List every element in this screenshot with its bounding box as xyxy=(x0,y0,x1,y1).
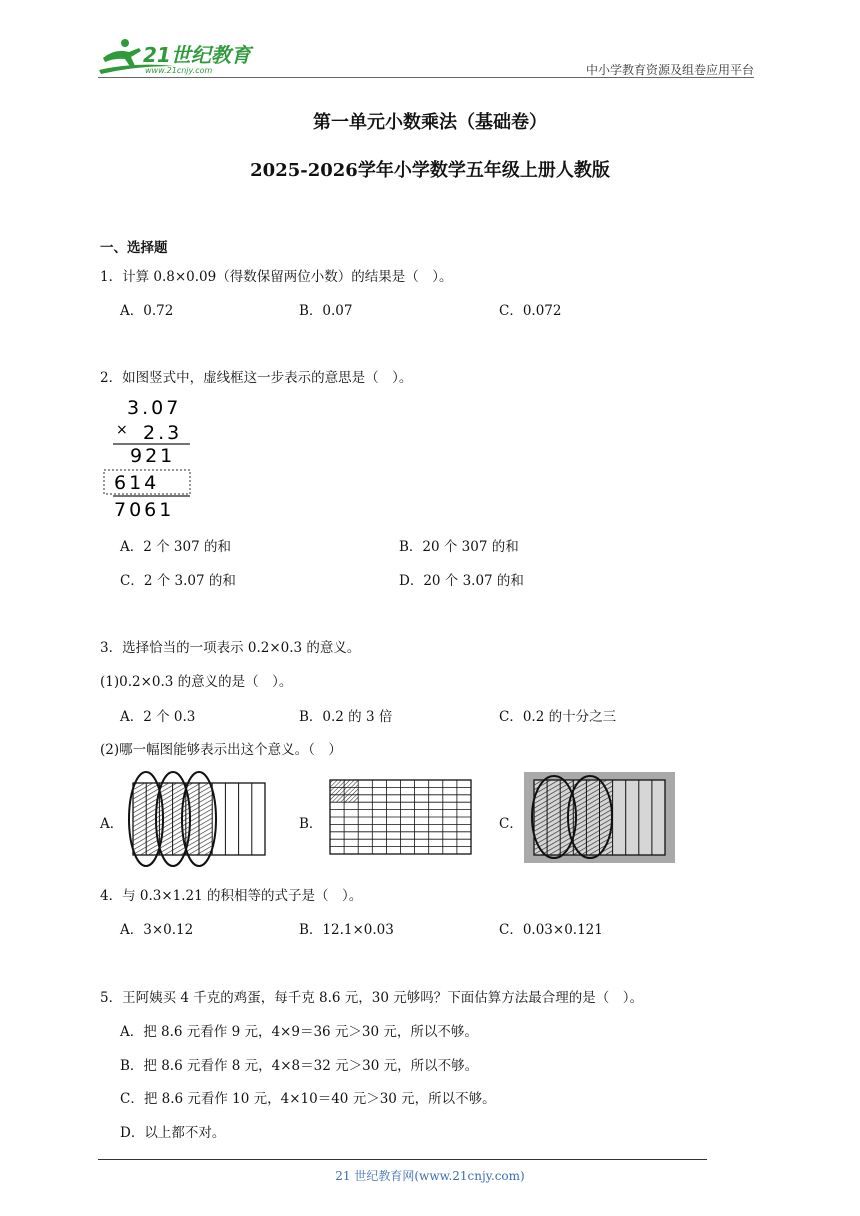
question-1-stem: 1．计算 0.8×0.09（得数保留两位小数）的结果是（ ）。 xyxy=(100,269,453,285)
q5-option-a[interactable]: A．把 8.6 元看作 9 元，4×9＝36 元＞30 元，所以不够。 xyxy=(120,1024,478,1040)
question-3-sub-1: (1)0.2×0.3 的意义的是（ ）。 xyxy=(100,674,293,690)
q5-option-c[interactable]: C．把 8.6 元看作 10 元，4×10＝40 元＞30 元，所以不够。 xyxy=(120,1091,496,1107)
vm-multiplier: 2.3 xyxy=(143,422,183,444)
figure-c-label[interactable]: C． xyxy=(499,816,523,832)
site-logo xyxy=(95,36,265,78)
q5-option-d[interactable]: D．以上都不对。 xyxy=(120,1125,226,1141)
vm-times-sign: × xyxy=(116,422,128,438)
q2-option-a[interactable]: A．2 个 307 的和 xyxy=(120,539,231,555)
footer-divider xyxy=(98,1159,707,1160)
q1-option-b[interactable]: B．0.07 xyxy=(299,303,353,319)
figure-b-label[interactable]: B． xyxy=(299,816,323,832)
q4-option-c[interactable]: C．0.03×0.121 xyxy=(499,922,603,938)
q2-option-b[interactable]: B．20 个 307 的和 xyxy=(399,539,519,555)
question-3-sub-2: (2)哪一幅图能够表示出这个意义。（ ） xyxy=(100,742,342,758)
q5-option-b[interactable]: B．把 8.6 元看作 8 元，4×8＝32 元＞30 元，所以不够。 xyxy=(120,1058,479,1074)
q3-1-option-b[interactable]: B．0.2 的 3 倍 xyxy=(299,709,393,725)
page-title: 第一单元小数乘法（基础卷） xyxy=(313,112,547,133)
figure-a-label[interactable]: A． xyxy=(100,816,124,832)
figure-a[interactable] xyxy=(125,771,273,867)
question-3-stem: 3．选择恰当的一项表示 0.2×0.3 的意义。 xyxy=(100,640,361,656)
question-2-stem: 2．如图竖式中，虚线框这一步表示的意思是（ ）。 xyxy=(100,370,413,386)
q4-option-a[interactable]: A．3×0.12 xyxy=(120,922,194,938)
q2-option-d[interactable]: D．20 个 3.07 的和 xyxy=(399,573,524,589)
vm-top-number: 3.07 xyxy=(127,397,182,419)
logo-text: 21世纪教育 xyxy=(143,43,251,67)
q3-1-option-a[interactable]: A．2 个 0.3 xyxy=(120,709,196,725)
section-heading: 一、选择题 xyxy=(100,240,168,256)
q1-option-c[interactable]: C．0.072 xyxy=(499,303,562,319)
header-divider xyxy=(98,77,754,78)
page-subtitle: 2025-2026学年小学数学五年级上册人教版 xyxy=(250,160,610,181)
platform-name: 中小学教育资源及组卷应用平台 xyxy=(585,63,754,77)
vm-result: 7061 xyxy=(114,499,175,521)
q4-option-b[interactable]: B．12.1×0.03 xyxy=(299,922,394,938)
footer-link[interactable]: 21 世纪教育网(www.21cnjy.com) xyxy=(335,1169,525,1183)
q1-option-a[interactable]: A．0.72 xyxy=(120,303,174,319)
q3-1-option-c[interactable]: C．0.2 的十分之三 xyxy=(499,709,617,725)
vertical-multiplication-figure xyxy=(100,394,200,522)
vm-partial-1: 921 xyxy=(130,445,176,467)
vm-partial-2: 614 xyxy=(114,472,160,494)
logo-url: www.21cnjy.com xyxy=(145,66,213,75)
question-5-stem: 5．王阿姨买 4 千克的鸡蛋，每千克 8.6 元，30 元够吗？下面估算方法最合理的是（ ）。 xyxy=(100,990,644,1006)
q2-option-c[interactable]: C．2 个 3.07 的和 xyxy=(120,573,236,589)
figure-c[interactable] xyxy=(524,772,676,864)
figure-b[interactable] xyxy=(324,776,476,860)
question-4-stem: 4．与 0.3×1.21 的积相等的式子是（ ）。 xyxy=(100,888,363,904)
